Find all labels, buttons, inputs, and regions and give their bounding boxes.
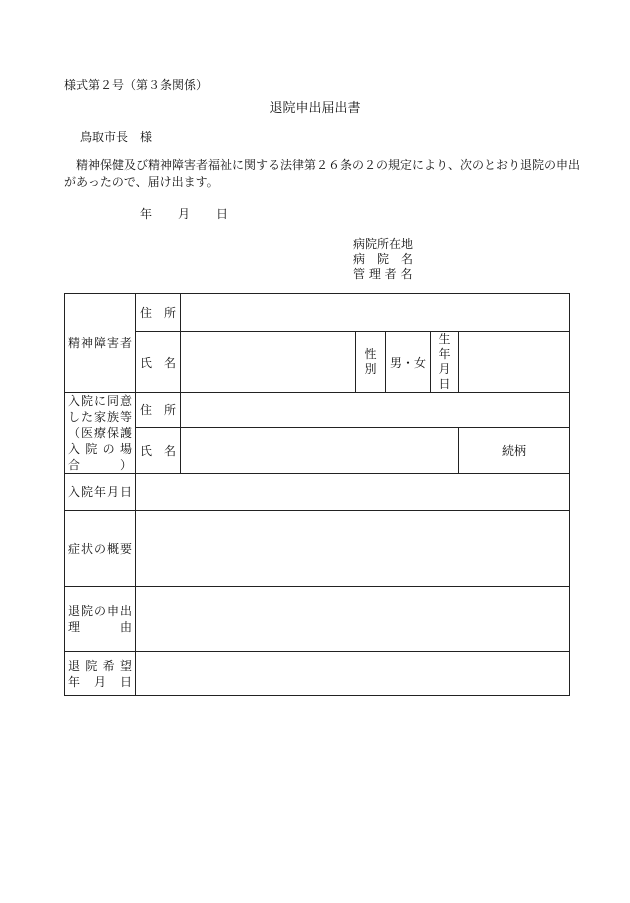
birth-date-label: 生 年 月 日 [431, 332, 459, 393]
symptoms-label: 症状の概要 [65, 511, 136, 587]
patient-address-label: 住 所 [136, 294, 181, 332]
admission-date-field[interactable] [136, 474, 570, 511]
family-consent-label: 入院に同意 した家族等 （医療保護 入院の場 合） [65, 393, 136, 474]
desired-date-label: 退院希望 年 月 日 [65, 652, 136, 696]
date-day-label: 日 [216, 207, 229, 221]
document-title: 退院申出届出書 [269, 101, 361, 116]
patient-address-field[interactable] [181, 294, 570, 332]
addressee: 鳥取市長 様 [80, 130, 153, 144]
hospital-name-label: 病 院 名 [353, 252, 414, 266]
relationship-label: 続柄 [459, 427, 570, 473]
hospital-location-label: 病院所在地 [353, 237, 414, 251]
withdrawal-form-table [64, 293, 570, 696]
withdrawal-reason-field[interactable] [136, 587, 570, 652]
patient-label: 精神障害者 [65, 294, 136, 393]
patient-name-label: 氏 名 [136, 332, 181, 393]
family-address-label: 住 所 [136, 393, 181, 428]
birth-date-field[interactable] [459, 332, 570, 393]
symptoms-field[interactable] [136, 511, 570, 587]
patient-name-field[interactable] [181, 332, 356, 393]
admission-date-label: 入院年月日 [65, 474, 136, 511]
sex-label: 性 別 [356, 332, 386, 393]
family-name-field[interactable] [181, 427, 459, 473]
date-line [140, 205, 228, 222]
sex-value[interactable]: 男・女 [386, 332, 431, 393]
desired-date-field[interactable] [136, 652, 570, 696]
family-name-label: 氏 名 [136, 427, 181, 473]
withdrawal-reason-label: 退院の申出 理 由 [65, 587, 136, 652]
family-address-field[interactable] [181, 393, 570, 428]
body-text: 精神保健及び精神障害者福祉に関する法律第２６条の２の規定により、次のとおり退院の申出があったので、届け出ます。 [64, 158, 581, 189]
date-year-label: 年 [140, 207, 153, 221]
form-number: 様式第２号（第３条関係） [64, 78, 209, 92]
manager-name-label: 管 理 者 名 [353, 267, 413, 281]
date-month-label: 月 [178, 207, 191, 221]
